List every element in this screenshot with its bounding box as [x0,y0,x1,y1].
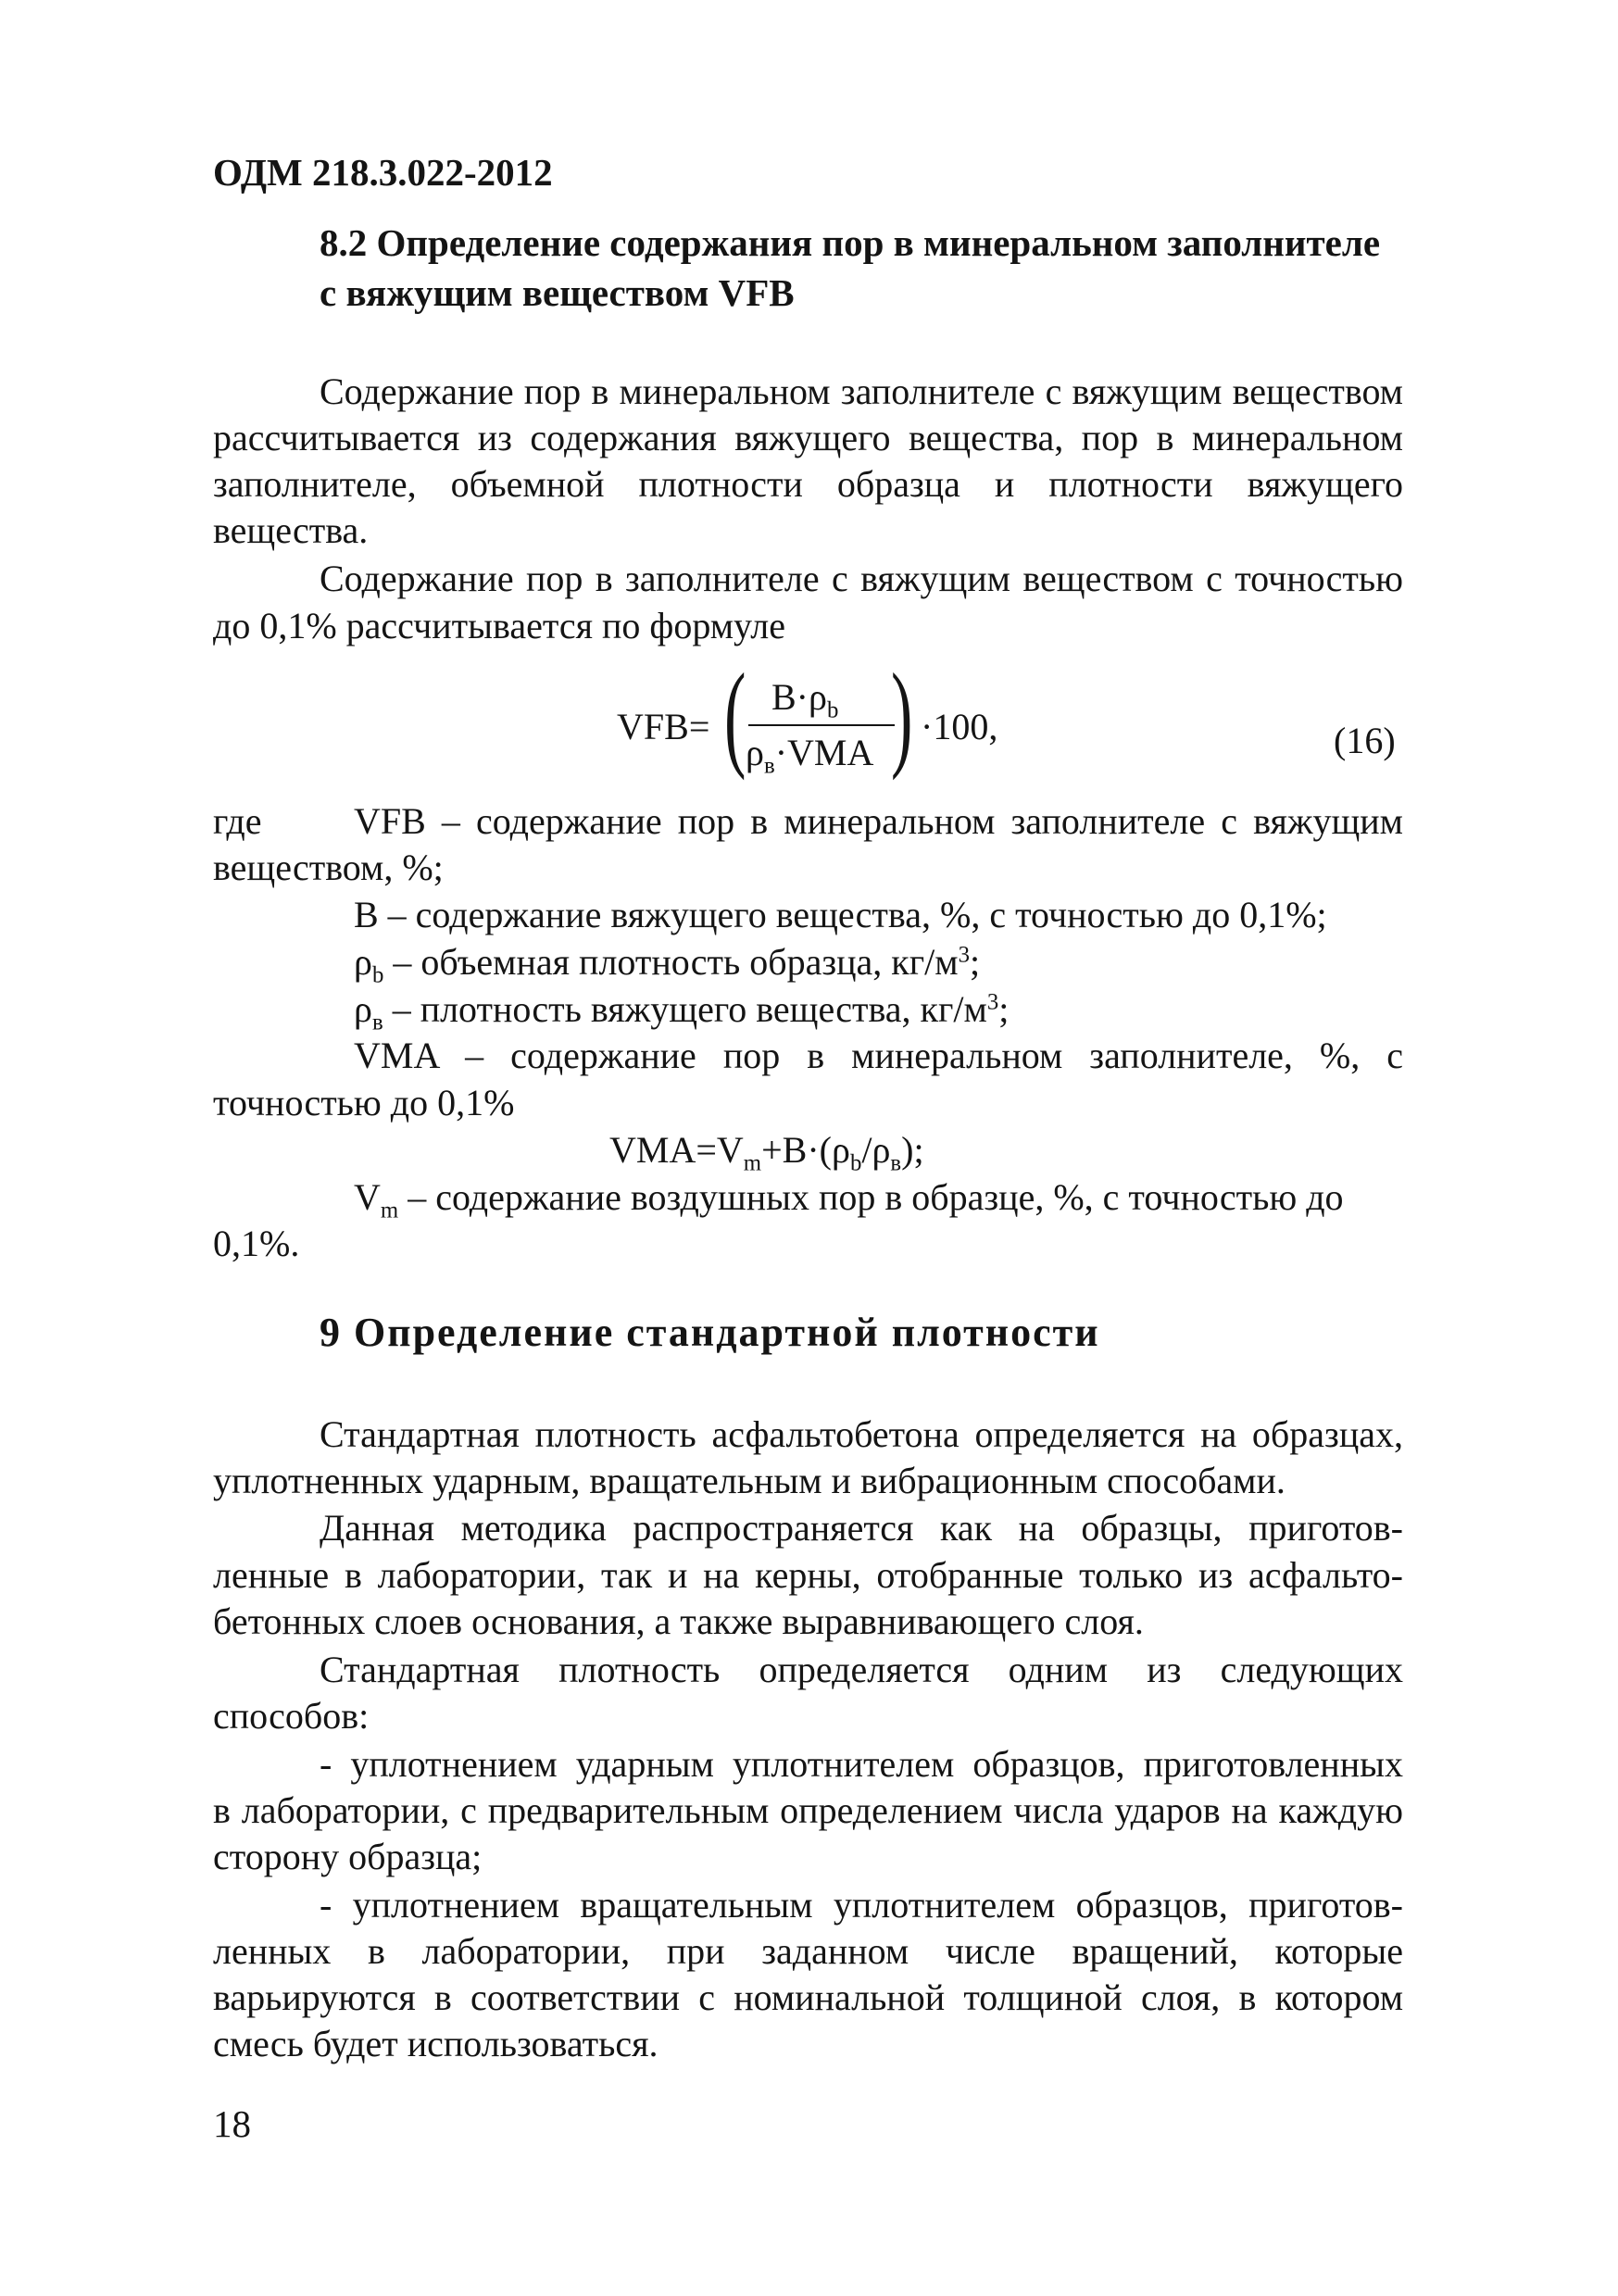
definition-rho-v: $\rho_в$ – плотность вяжущего вещества, $кг/м^3$; [354,988,1010,1035]
definition-b: B – содержание вяжущего вещества, %, с точностью до 0,1%; [354,894,1327,935]
formula-numerator: $B\cdot\rho_b$ [771,676,839,723]
paragraph-line: ленные в лаборатории, так и на керны, отобранные только из асфальто- [213,1554,1403,1596]
paragraph-line: заполнителе, объемной плотности образца и плотности вяжущего [213,463,1403,505]
paragraph-line: уплотненных ударным, вращательным и вибрационным способами. [213,1460,1286,1501]
paragraph-line: Содержание пор в минеральном заполнителе с вяжущим веществом [320,370,1403,412]
fraction-bar [748,724,895,726]
chapter-title: 9 Определение стандартной плотности [320,1310,1100,1355]
left-paren-icon: ( [724,649,746,781]
section-title-line1: 8.2 Определение содержания пор в минеральном заполнителе [320,221,1381,264]
paragraph-line: до 0,1% рассчитывается по формуле [213,605,785,646]
definition-rho-b: $\rho_b$ – объемная плотность образца, $кг/м^3$; [354,941,981,988]
paragraph-line: рассчитывается из содержания вяжущего вещества, пор в минеральном [213,417,1403,458]
list-item-line: сторону образца; [213,1836,483,1877]
paragraph-line: Стандартная плотность асфальтобетона определяется на образцах, [320,1413,1403,1455]
definition-vma: VMA – содержание пор в минеральном заполнителе, %, с [354,1035,1403,1076]
paragraph-line: бетонных слоев основания, а также выравнивающего слоя. [213,1600,1144,1642]
definition-vma-cont: точностью до 0,1% [213,1082,515,1123]
page-number: 18 [213,2102,251,2145]
vma-formula: $VMA=V_m+B\cdot(\rho_b/\rho_в)$; [609,1129,924,1176]
definition-vfb-cont: веществом, %; [213,847,444,888]
list-item-line: - уплотнением ударным уплотнителем образцов, приготовленных [320,1743,1403,1785]
definition-vm: $V_m$ – содержание воздушных пор в образце, %, с точностью до [354,1176,1344,1223]
section-title-line2: с вяжущим веществом VFB [320,271,795,314]
list-item-line: смесь будет использоваться. [213,2023,658,2064]
definition-vm-cont: 0,1%. [213,1223,300,1264]
paragraph-line: Стандартная плотность определяется одним из следующих [320,1649,1403,1690]
formula-number: (16) [1334,720,1396,761]
paragraph-line: Содержание пор в заполнителе с вяжущим веществом с точностью [320,558,1403,599]
formula-denominator: $\rho_в\cdot VMA$ [746,732,874,779]
formula-lhs: VFB= [617,706,710,747]
list-item-line: ленных в лаборатории, при заданном числе вращений, которые [213,1930,1403,1972]
right-paren-icon: ) [891,649,913,781]
paragraph-line: вещества. [213,509,369,551]
paragraph-line: Данная методика распространяется как на образцы, приготов- [320,1507,1403,1549]
definition-vfb: VFB – содержание пор в минеральном заполнителе с вяжущим [354,800,1403,842]
list-item-line: в лаборатории, с предварительным определением числа ударов на каждую [213,1789,1403,1831]
document-code: ОДМ 218.3.022-2012 [213,151,553,194]
list-item-line: - уплотнением вращательным уплотнителем образцов, приготов- [320,1884,1403,1926]
list-item-line: варьируются в соответствии с номинальной толщиной слоя, в котором [213,1976,1403,2018]
formula-tail: ·100, [921,706,998,747]
where-label: где [213,800,262,842]
paragraph-line: способов: [213,1695,370,1737]
